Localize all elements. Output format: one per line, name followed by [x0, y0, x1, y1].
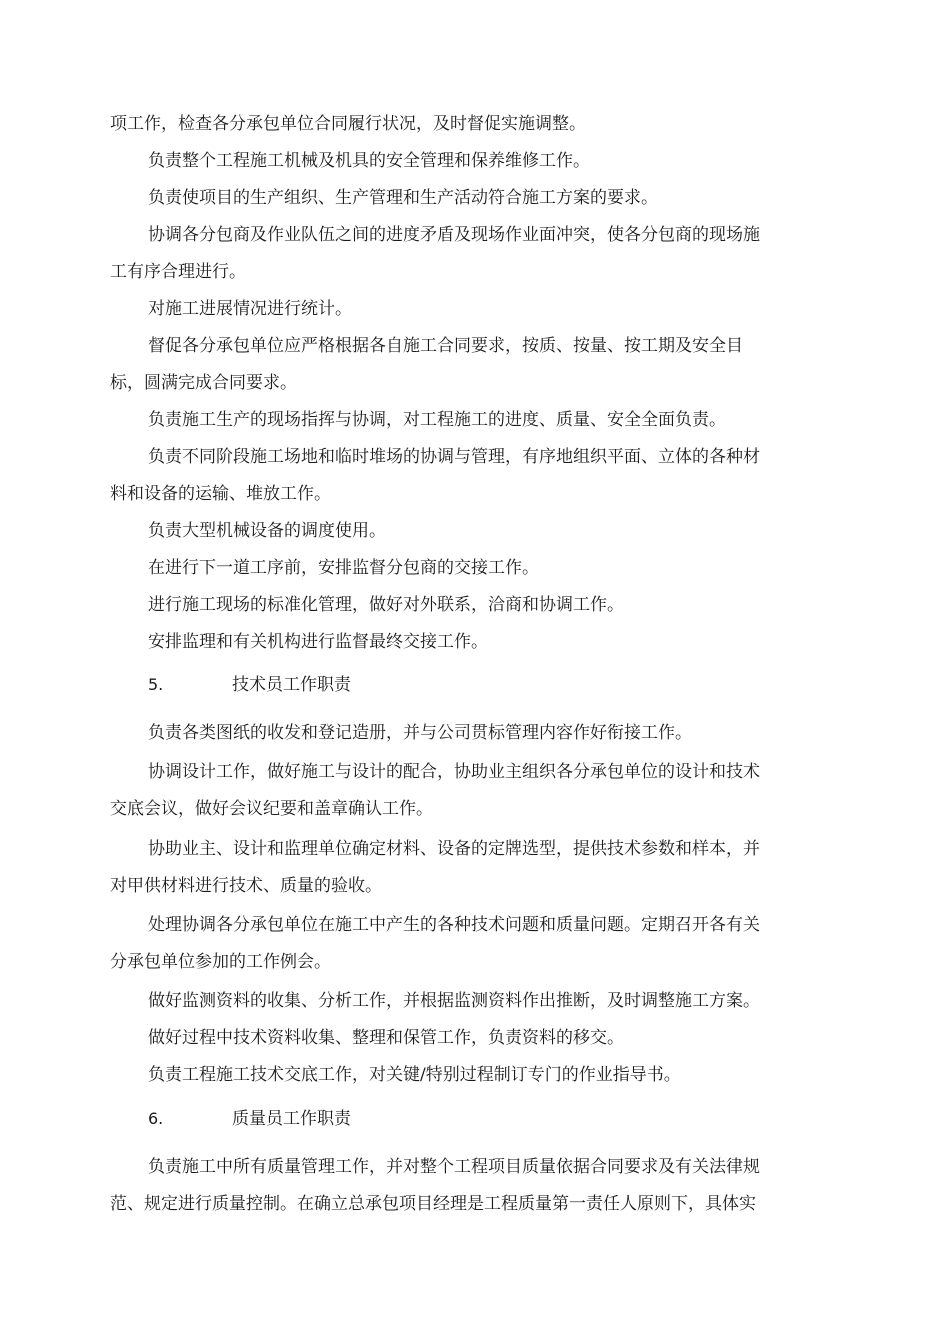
paragraph-line: 进行施工现场的标准化管理，做好对外联系，洽商和协调工作。: [148, 595, 624, 615]
section-title: 技术员工作职责: [232, 675, 351, 695]
paragraph-line: 对甲供材料进行技术、质量的验收。: [110, 876, 382, 896]
paragraph-line: 负责整个工程施工机械及机具的安全管理和保养维修工作。: [148, 151, 590, 171]
section-heading-5: [148, 673, 351, 697]
paragraph-line: 负责工程施工技术交底工作，对关键/特别过程制订专门的作业指导书。: [148, 1065, 681, 1085]
paragraph-line: 处理协调各分承包单位在施工中产生的各种技术问题和质量问题。定期召开各有关: [148, 915, 760, 935]
paragraph-line: 安排监理和有关机构进行监督最终交接工作。: [148, 632, 488, 652]
paragraph-line: 负责不同阶段施工场地和临时堆场的协调与管理，有序地组织平面、立体的各种材: [148, 447, 760, 467]
paragraph-line: 负责施工生产的现场指挥与协调，对工程施工的进度、质量、安全全面负责。: [148, 410, 726, 430]
paragraph-line: 项工作，检查各分承包单位合同履行状况，及时督促实施调整。: [110, 114, 586, 134]
paragraph-line: 范、规定进行质量控制。在确立总承包项目经理是工程质量第一责任人原则下，具体实: [110, 1194, 756, 1214]
paragraph-line: 督促各分承包单位应严格根据各自施工合同要求，按质、按量、按工期及安全目: [148, 336, 743, 356]
paragraph-line: 负责大型机械设备的调度使用。: [148, 521, 386, 541]
paragraph-line: 做好过程中技术资料收集、整理和保管工作，负责资料的移交。: [148, 1028, 624, 1048]
paragraph-line: 分承包单位参加的工作例会。: [110, 952, 331, 972]
paragraph-line: 协助业主、设计和监理单位确定材料、设备的定牌选型，提供技术参数和样本，并: [148, 839, 760, 859]
paragraph-line: 负责各类图纸的收发和登记造册，并与公司贯标管理内容作好衔接工作。: [148, 723, 692, 743]
paragraph-line: 协调各分包商及作业队伍之间的进度矛盾及现场作业面冲突，使各分包商的现场施: [148, 225, 760, 245]
paragraph-line: 做好监测资料的收集、分析工作，并根据监测资料作出推断，及时调整施工方案。: [148, 991, 760, 1011]
paragraph-line: 协调设计工作，做好施工与设计的配合，协助业主组织各分承包单位的设计和技术: [148, 762, 760, 782]
section-number: 6.: [148, 1109, 164, 1128]
paragraph-line: 负责使项目的生产组织、生产管理和生产活动符合施工方案的要求。: [148, 188, 658, 208]
paragraph-line: 在进行下一道工序前，安排监督分包商的交接工作。: [148, 558, 539, 578]
paragraph-line: 工有序合理进行。: [110, 262, 246, 282]
section-number: 5.: [148, 675, 164, 694]
paragraph-line: 标，圆满完成合同要求。: [110, 373, 297, 393]
paragraph-line: 交底会议，做好会议纪要和盖章确认工作。: [110, 799, 433, 819]
paragraph-line: 料和设备的运输、堆放工作。: [110, 484, 331, 504]
section-heading-6: [148, 1107, 351, 1131]
paragraph-line: 对施工进展情况进行统计。: [148, 299, 352, 319]
paragraph-line: 负责施工中所有质量管理工作，并对整个工程项目质量依据合同要求及有关法律规: [148, 1157, 760, 1177]
section-title: 质量员工作职责: [232, 1109, 351, 1129]
